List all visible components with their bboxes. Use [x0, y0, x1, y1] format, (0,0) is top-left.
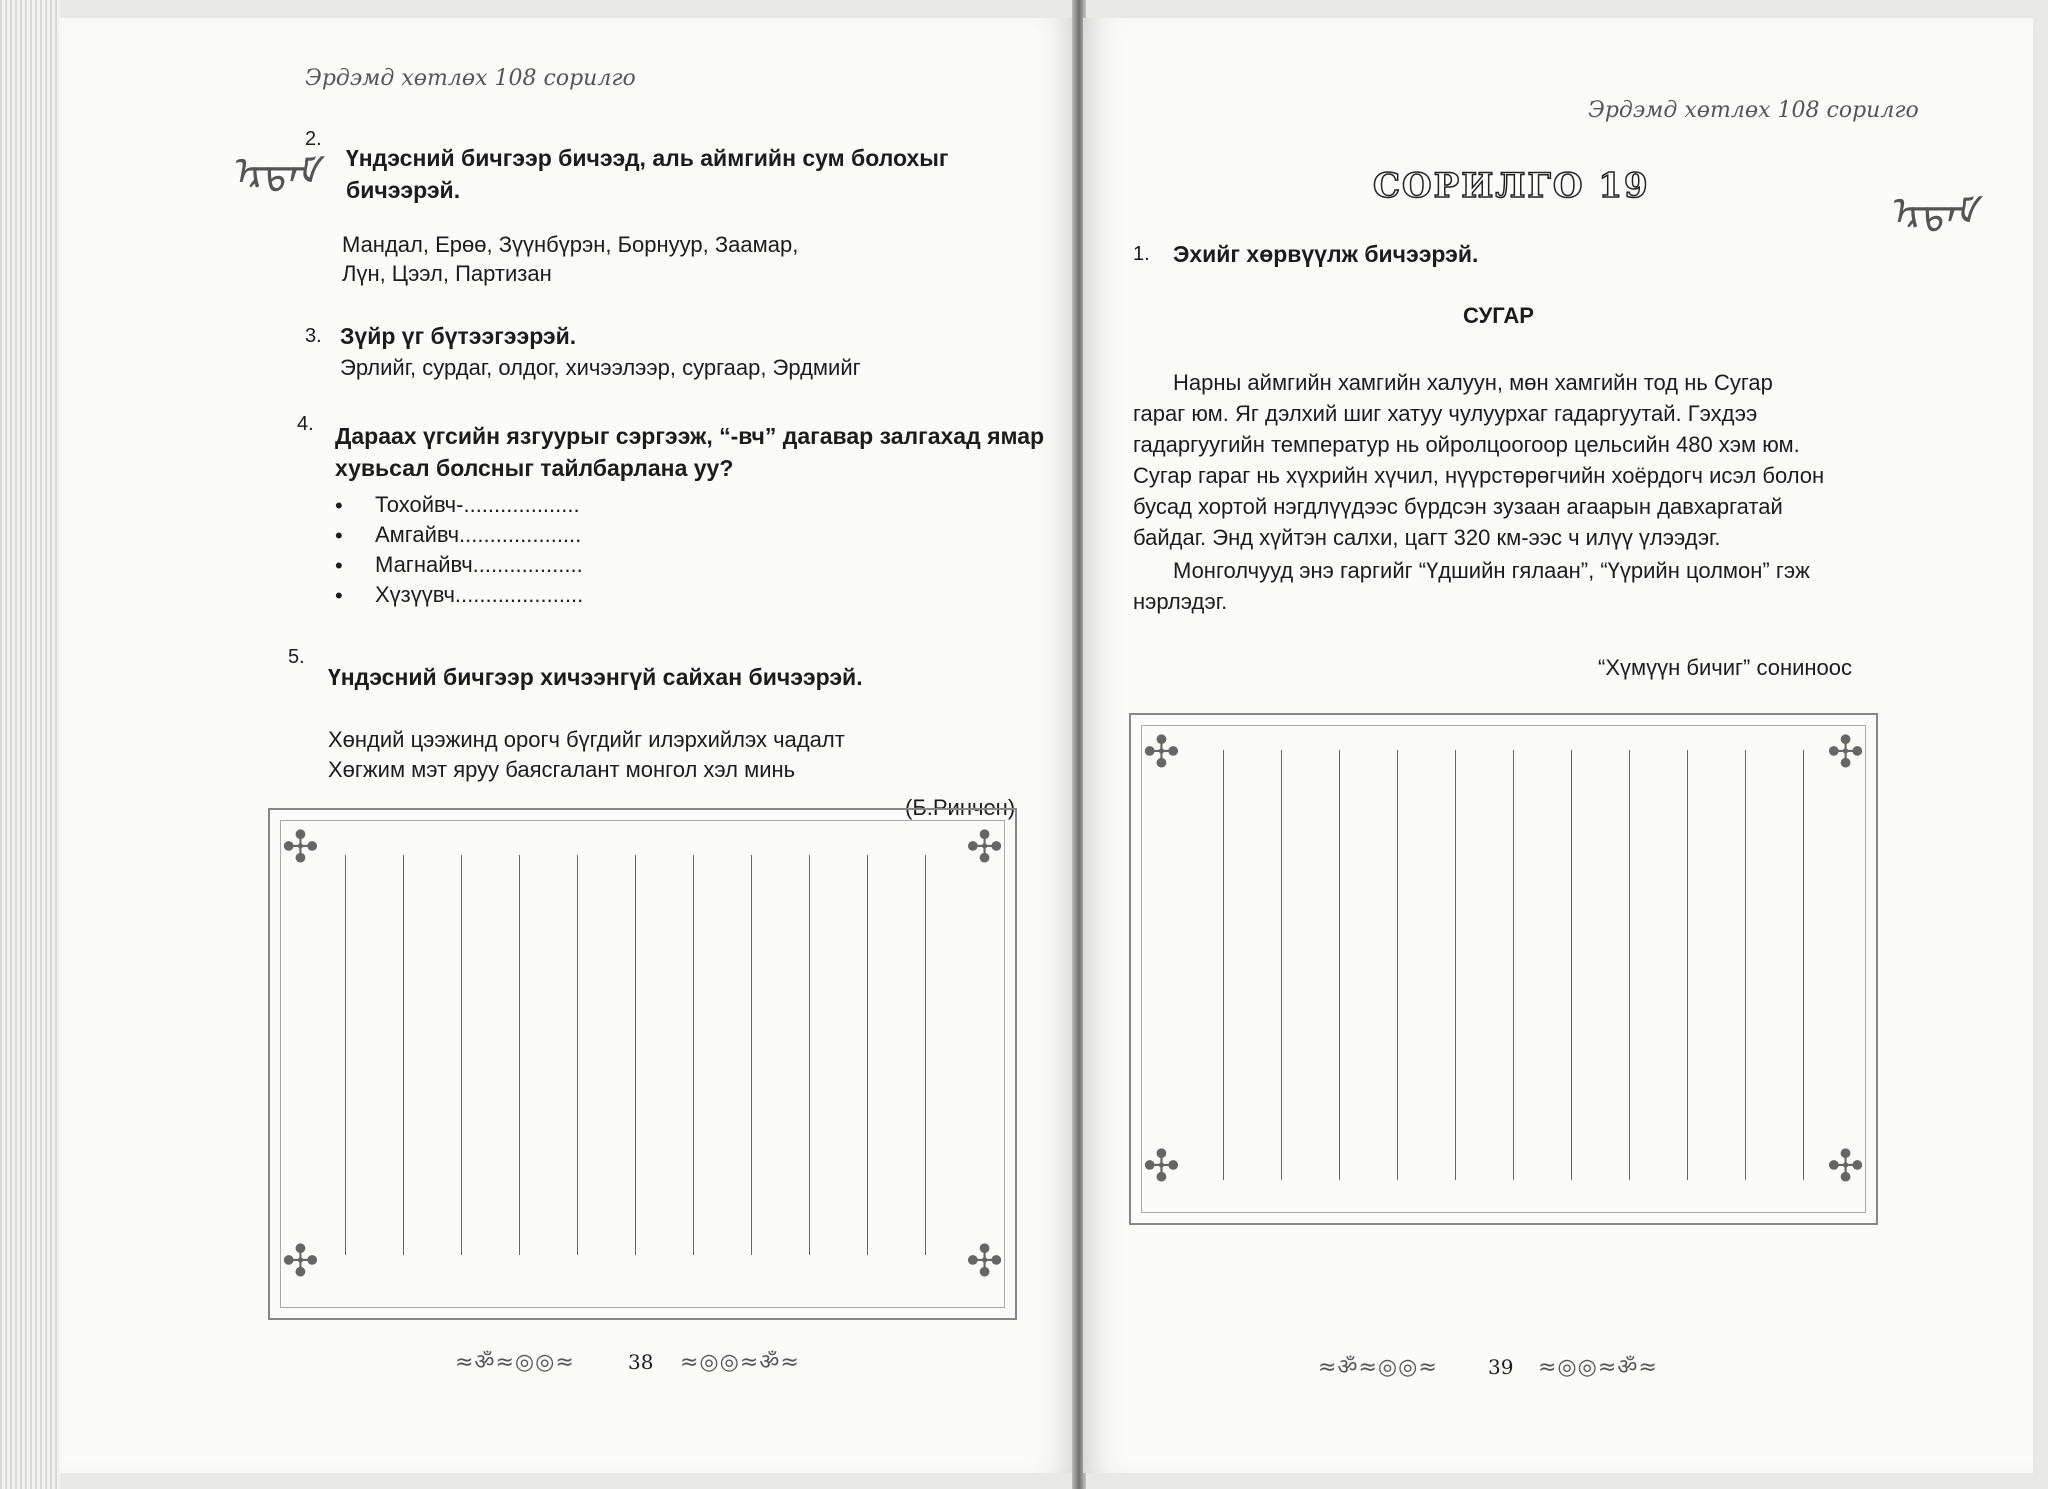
paragraph1-line5: бусад хортой нэгдлүүдээс бүрдсэн зузаан агаарын давхаргатай: [1133, 494, 1783, 519]
corner-ornament-icon: ✣: [966, 1236, 1003, 1287]
running-head-left: Эрдэмд хөтлөх 108 сорилго: [305, 66, 636, 91]
writing-line: [925, 855, 926, 1255]
paragraph1-line3: гадаргуугийн температур нь ойролцоогоор цельсийн 480 хэм юм.: [1133, 432, 1800, 457]
writing-frame-left-inner: [280, 820, 1005, 1308]
q4-number: 4.: [297, 413, 314, 435]
page-edges: [0, 0, 60, 1489]
paragraph2-line2: нэрлэдэг.: [1133, 589, 1228, 614]
corner-ornament-icon: ✣: [1827, 1141, 1864, 1192]
paragraph1-line1: Нарны аймгийн хамгийн халуун, мөн хамгийн тод нь Сугар: [1173, 370, 1773, 395]
q1-text: Эхийг хөрвүүлж бичээрэй.: [1173, 241, 1479, 267]
writing-line: [461, 855, 462, 1255]
footer-ornament-right: ≈◎◎≈ॐ≈: [1538, 1355, 1658, 1380]
q4-item-3: Магнайвч..................: [375, 552, 583, 577]
footer-ornament-right: ≈◎◎≈ॐ≈: [680, 1350, 800, 1375]
corner-ornament-icon: ✣: [1827, 727, 1864, 778]
footer-ornament-left: ≈ॐ≈◎◎≈: [1318, 1355, 1438, 1380]
q4-bullet-1: •: [335, 493, 343, 518]
writing-line: [1397, 750, 1398, 1180]
section-title: СОРИЛГО 19: [1373, 166, 1650, 206]
writing-frame-right-inner: [1141, 725, 1866, 1213]
q4-text: Дараах үгсийн язгуурыг сэргээж, “-вч” дагавар залгахад ямар хувьсал болсныг тайлбарлана уу?: [335, 423, 1045, 481]
q5-poem-line2: Хөгжим мэт яруу баясгалант монгол хэл минь: [328, 757, 796, 782]
q4-item-1: Тохойвч-...................: [375, 492, 580, 517]
q2-text: Үндэсний бичгээр бичээд, аль аймгийн сум болохыг бичээрэй.: [346, 145, 949, 203]
writing-line: [1339, 750, 1340, 1180]
q2-number: 2.: [305, 128, 322, 150]
q4-bullet-3: •: [335, 553, 343, 578]
paragraph1-line4: Сугар гараг нь хүхрийн хүчил, нүүрстөрөгчийн хоёрдогч исэл болон: [1133, 463, 1825, 488]
footer-ornament-left: ≈ॐ≈◎◎≈: [455, 1350, 575, 1375]
writing-line: [1281, 750, 1282, 1180]
corner-ornament-icon: ✣: [966, 822, 1003, 873]
q2-words-line2: Лүн, Цээл, Партизан: [342, 261, 552, 286]
page-number-right: 39: [1488, 1355, 1514, 1379]
article-source: “Хүмүүн бичиг” сониноос: [1598, 655, 1853, 680]
article-title: СУГАР: [1463, 303, 1534, 328]
writing-line: [635, 855, 636, 1255]
writing-line: [1455, 750, 1456, 1180]
q3-number: 3.: [305, 325, 322, 347]
writing-line: [1629, 750, 1630, 1180]
page-number-left: 38: [628, 1350, 654, 1374]
writing-frame-left: [268, 808, 1017, 1320]
corner-ornament-icon: ✣: [1143, 1141, 1180, 1192]
writing-line: [403, 855, 404, 1255]
corner-ornament-icon: ✣: [1143, 727, 1180, 778]
q4-bullet-2: •: [335, 523, 343, 548]
writing-line: [1687, 750, 1688, 1180]
mongol-script-ornament-left: ᠡᠷᠳᠡᠮ: [230, 149, 319, 195]
q3-words: Эрлийг, сурдаг, олдог, хичээлээр, сургаар, Эрдмийг: [340, 355, 861, 380]
writing-line: [693, 855, 694, 1255]
writing-frame-right: [1129, 713, 1878, 1225]
paragraph2-line1: Монголчууд энэ гаргийг “Үдшийн гялаан”, “Үүрийн цолмон” гэж: [1173, 558, 1810, 583]
q5-text: Үндэсний бичгээр хичээнгүй сайхан бичээрэй.: [328, 664, 863, 690]
writing-line: [1223, 750, 1224, 1180]
writing-line: [577, 855, 578, 1255]
mongol-script-ornament-right: ᠡᠷᠳᠡᠮ: [1888, 189, 1977, 235]
left-page: [60, 18, 1075, 1473]
q4-item-4: Хүзүүвч.....................: [375, 582, 584, 607]
right-page: [1083, 18, 2033, 1473]
q1-number: 1.: [1133, 243, 1150, 265]
q2-words-line1: Мандал, Ерөө, Зүүнбүрэн, Борнуур, Заамар,: [342, 232, 799, 257]
q5-author: (Б.Ринчен): [905, 795, 1016, 820]
writing-line: [1803, 750, 1804, 1180]
corner-ornament-icon: ✣: [282, 822, 319, 873]
q4-bullet-4: •: [335, 583, 343, 608]
paragraph1-line6: байдаг. Энд хүйтэн салхи, цагт 320 км-ээс ч илүү үлээдэг.: [1133, 525, 1721, 550]
writing-line: [1745, 750, 1746, 1180]
paragraph1-line2: гараг юм. Яг дэлхий шиг хатуу чулуурхаг гадаргуутай. Гэхдээ: [1133, 401, 1758, 426]
q3-text: Зүйр үг бүтээгээрэй.: [340, 323, 577, 349]
running-head-right: Эрдэмд хөтлөх 108 сорилго: [1588, 98, 1919, 123]
corner-ornament-icon: ✣: [282, 1236, 319, 1287]
writing-line: [867, 855, 868, 1255]
q4-item-2: Амгайвч....................: [375, 522, 582, 547]
q5-number: 5.: [288, 646, 305, 668]
writing-line: [809, 855, 810, 1255]
writing-line: [751, 855, 752, 1255]
writing-line: [1571, 750, 1572, 1180]
writing-line: [519, 855, 520, 1255]
writing-line: [1513, 750, 1514, 1180]
q5-poem-line1: Хөндий цээжинд орогч бүгдийг илэрхийлэх чадалт: [328, 727, 845, 752]
writing-line: [345, 855, 346, 1255]
